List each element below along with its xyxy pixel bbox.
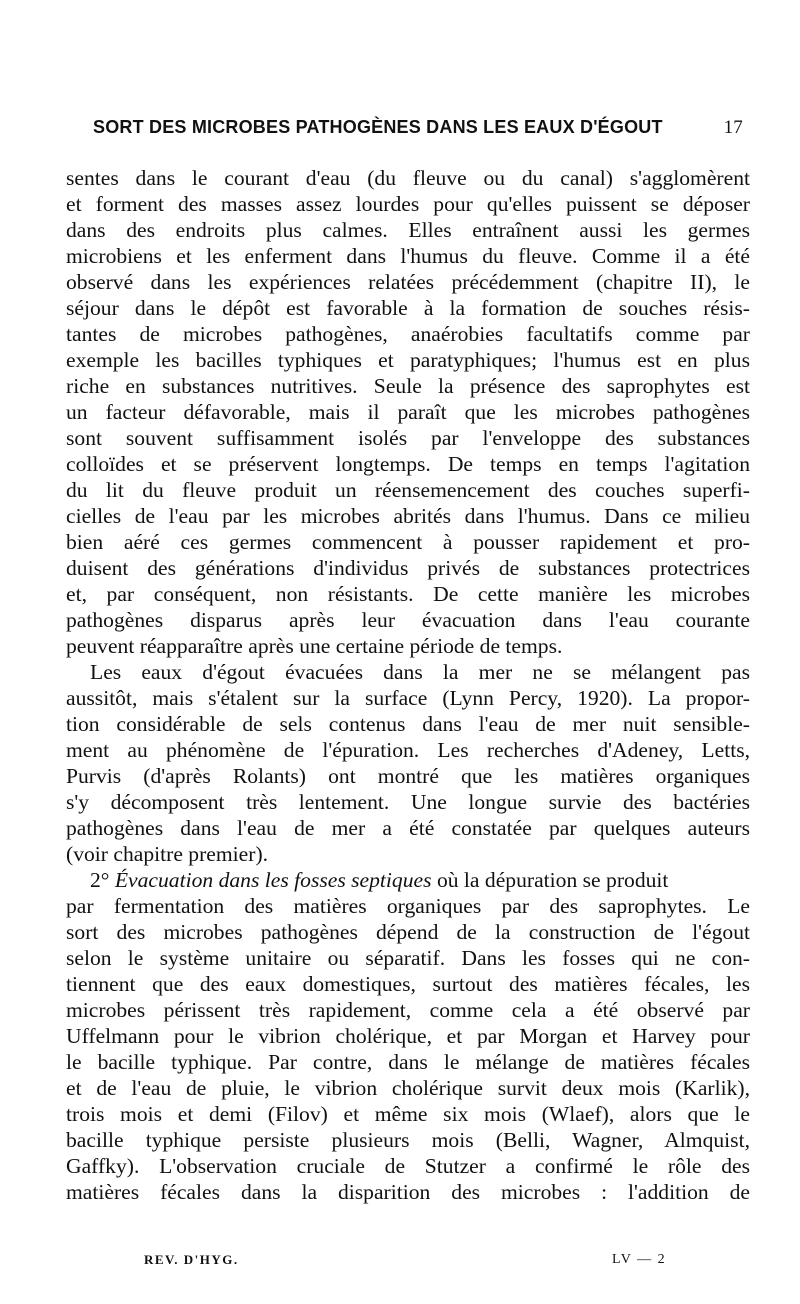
footer-signature: REV. D'HYG. xyxy=(144,1252,239,1267)
text-line: observé dans les expériences relatées précédemment (chapitre II), le xyxy=(66,270,750,294)
text-line: exemple les bacilles typhiques et paratyphiques; l'humus est en plus xyxy=(66,348,750,372)
text-line: sentes dans le courant d'eau (du fleuve ou du canal) s'agglomèrent xyxy=(66,166,750,190)
text-line: microbiens et les enferment dans l'humus du fleuve. Comme il a été xyxy=(66,244,750,268)
text-line: par fermentation des matières organiques par des saprophytes. Le xyxy=(66,894,750,918)
text-line: s'y décomposent très lentement. Une longue survie des bactéries xyxy=(66,790,750,814)
text-line: où la dépuration se produit xyxy=(436,868,669,892)
text-line: trois mois et demi (Filov) et même six mois (Wlaef), alors que le xyxy=(66,1102,750,1126)
text-line: pathogènes dans l'eau de mer a été constatée par quelques auteurs xyxy=(66,816,750,840)
text-line: selon le système unitaire ou séparatif. Dans les fosses qui ne con- xyxy=(66,946,750,970)
text-line: riche en substances nutritives. Seule la présence des saprophytes est xyxy=(66,374,750,398)
text-line: aussitôt, mais s'étalent sur la surface (Lynn Percy, 1920). La propor- xyxy=(66,686,750,710)
text-line: Les eaux d'égout évacuées dans la mer ne se mélangent pas xyxy=(90,660,750,684)
section-heading-line xyxy=(66,867,750,893)
text-line: sont souvent suffisamment isolés par l'enveloppe des substances xyxy=(66,426,750,450)
text-line: microbes périssent très rapidement, comme cela a été observé par xyxy=(66,998,750,1022)
text-line: pathogènes disparus après leur évacuation dans l'eau courante xyxy=(66,608,750,632)
text-line: cielles de l'eau par les microbes abrités dans l'humus. Dans ce milieu xyxy=(66,504,750,528)
section-title: Évacuation dans les fosses septiques xyxy=(114,868,432,892)
body-text xyxy=(66,165,750,1205)
text-line: Gaffky). L'observation cruciale de Stutzer a confirmé le rôle des xyxy=(66,1154,750,1178)
text-line: sort des microbes pathogènes dépend de la construction de l'égout xyxy=(66,920,750,944)
text-line: peuvent réapparaître après une certaine période de temps. xyxy=(66,634,563,658)
text-line: Purvis (d'après Rolants) ont montré que les matières organiques xyxy=(66,764,750,788)
text-line: tantes de microbes pathogènes, anaérobies facultatifs comme par xyxy=(66,322,750,346)
text-line: tiennent que des eaux domestiques, surtout des matières fécales, les xyxy=(66,972,750,996)
text-line: (voir chapitre premier). xyxy=(66,842,269,866)
text-line: séjour dans le dépôt est favorable à la formation de souches résis- xyxy=(66,296,750,320)
text-line: matières fécales dans la disparition des microbes : l'addition de xyxy=(66,1180,750,1204)
page-footer xyxy=(0,1252,800,1276)
text-line: le bacille typhique. Par contre, dans le mélange de matières fécales xyxy=(66,1050,750,1074)
section-number: 2° xyxy=(90,868,110,892)
text-line: bien aéré ces germes commencent à pousser rapidement et pro- xyxy=(66,530,750,554)
text-line: et de l'eau de pluie, le vibrion cholérique survit deux mois (Karlik), xyxy=(66,1076,750,1100)
text-line: du lit du fleuve produit un réensemencement des couches superfi- xyxy=(66,478,750,502)
text-line: colloïdes et se préservent longtemps. De temps en temps l'agitation xyxy=(66,452,750,476)
header-title: SORT DES MICROBES PATHOGÈNES DANS LES EAUX D'ÉGOUT xyxy=(93,117,663,137)
footer-volume: LV — 2 xyxy=(612,1252,667,1267)
text-line: et forment des masses assez lourdes pour qu'elles puissent se déposer xyxy=(66,192,750,216)
page-number: 17 xyxy=(723,117,743,138)
text-line: tion considérable de sels contenus dans l'eau de mer nuit sensible- xyxy=(66,712,750,736)
text-line: Uffelmann pour le vibrion cholérique, et par Morgan et Harvey pour xyxy=(66,1024,750,1048)
text-line: duisent des générations d'individus privés de substances protectrices xyxy=(66,556,750,580)
text-line: ment au phénomène de l'épuration. Les recherches d'Adeney, Letts, xyxy=(66,738,750,762)
text-line: bacille typhique persiste plusieurs mois (Belli, Wagner, Almquist, xyxy=(66,1128,750,1152)
text-line: et, par conséquent, non résistants. De cette manière les microbes xyxy=(66,582,750,606)
text-line: un facteur défavorable, mais il paraît que les microbes pathogènes xyxy=(66,400,750,424)
text-line: dans des endroits plus calmes. Elles entraînent aussi les germes xyxy=(66,218,750,242)
